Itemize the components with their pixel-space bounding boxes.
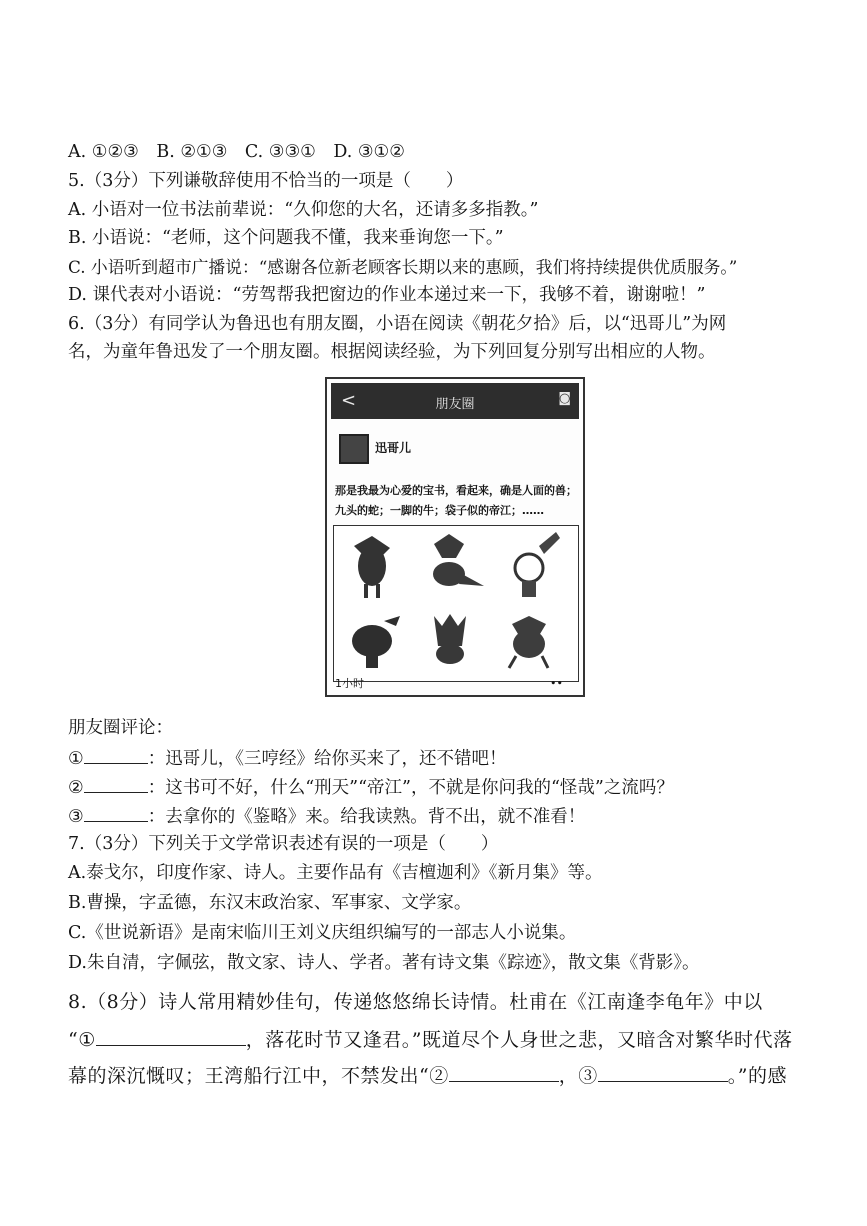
q8-line3-end: 。”的感 <box>727 1065 787 1087</box>
beast-dijiang <box>509 616 548 668</box>
beast-xingtian <box>515 532 560 597</box>
q5-option-d: D. 课代表对小语说：“劳驾帮我把窗边的作业本递过来一下，我够不着，谢谢啦！” <box>68 285 706 305</box>
beast-ox <box>352 616 400 668</box>
answer-blank-q8-1[interactable] <box>96 1028 246 1046</box>
moments-header-bar <box>331 383 579 419</box>
comment-2-mark: ② <box>68 778 84 798</box>
answer-blank-3[interactable] <box>84 804 148 822</box>
beasts-illustration <box>334 526 575 678</box>
back-arrow-icon: < <box>341 390 357 411</box>
post-username: 迅哥儿 <box>375 441 412 455</box>
mythical-beasts-image <box>333 525 579 682</box>
q4-options: A. ①②③ B. ②①③ C. ③③① D. ③①② <box>68 142 405 162</box>
q7-stem: 7.（3分）下列关于文学常识表述有误的一项是（ ） <box>68 834 499 854</box>
comments-header: 朋友圈评论： <box>68 718 173 738</box>
q8-line3-start: 幕的深沉慨叹；王湾船行江中，不禁发出“ <box>68 1065 430 1087</box>
beast-nine-headed-snake <box>434 614 466 664</box>
beast-winged-figure <box>354 536 390 598</box>
camera-icon: ◙ <box>558 391 571 406</box>
q7-option-c: C.《世说新语》是南宋临川王刘义庆组织编写的一部志人小说集。 <box>68 923 577 943</box>
moments-title: 朋友圈 <box>435 397 475 412</box>
q5-option-a: A. 小语对一位书法前辈说：“久仰您的大名，还请多多指教。” <box>68 200 539 220</box>
answer-blank-1[interactable] <box>84 746 148 764</box>
comment-3-mark: ③ <box>68 807 84 827</box>
q8-mark-2: ② <box>429 1065 449 1087</box>
answer-blank-q8-3[interactable] <box>598 1064 728 1082</box>
post-text-line2: 九头的蛇；一脚的牛；袋子似的帝江；…… <box>335 504 544 517</box>
q7-option-a: A.泰戈尔，印度作家、诗人。主要作品有《吉檀迦利》《新月集》等。 <box>68 863 603 883</box>
comment-3-text: ：去拿你的《鉴略》来。给我读熟。背不出，就不准看！ <box>147 807 586 827</box>
q7-option-b: B.曹操，字孟德，东汉末政治家、军事家、文学家。 <box>68 893 472 913</box>
q8-comma: ， <box>558 1065 579 1087</box>
q8-line1: 8.（8分）诗人常用精妙佳句，传递悠悠绵长诗情。杜甫在《江南逢李龟年》中以 <box>68 991 763 1013</box>
q8-line2-text: ，落花时节又逢君。”既道尽个人身世之悲，又暗含对繁华时代落 <box>245 1029 793 1051</box>
comment-1 <box>68 746 506 770</box>
answer-blank-q8-2[interactable] <box>449 1064 559 1082</box>
q8-mark-3: ③ <box>578 1065 598 1087</box>
comment-2-text: ：这书可不好，什么“刑天”“帝江”，不就是你问我的“怪哉”之流吗？ <box>147 778 674 798</box>
q6-stem-line1: 6.（3分）有同学认为鲁迅也有朋友圈，小语在阅读《朝花夕拾》后，以“迅哥儿”为网 <box>68 314 727 334</box>
q8-line3 <box>68 1064 787 1088</box>
comment-1-mark: ① <box>68 749 84 769</box>
comment-2 <box>68 775 674 799</box>
comment-1-text: ：迅哥儿，《三哼经》给你买来了，还不错吧！ <box>147 749 507 769</box>
q8-line2 <box>68 1028 792 1052</box>
q5-option-b: B. 小语说：“老师，这个问题我不懂，我来垂询您一下。” <box>68 228 504 248</box>
q5-stem: 5.（3分）下列谦敬辞使用不恰当的一项是（ ） <box>68 171 464 191</box>
post-text-line1: 那是我最为心爱的宝书，看起来，确是人面的兽； <box>335 484 577 497</box>
moments-phone-screenshot <box>325 377 585 697</box>
avatar <box>339 434 369 464</box>
answer-blank-2[interactable] <box>84 775 148 793</box>
beast-bird <box>433 534 484 586</box>
q8-open-quote: “ <box>68 1029 79 1051</box>
more-options-icon[interactable]: •• <box>550 677 563 690</box>
q6-stem-line2: 名，为童年鲁迅发了一个朋友圈。根据阅读经验，为下列回复分别写出相应的人物。 <box>68 342 716 362</box>
q7-option-d: D.朱自清，字佩弦，散文家、诗人、学者。著有诗文集《踪迹》，散文集《背影》。 <box>68 953 700 973</box>
comment-3 <box>68 804 585 828</box>
q5-option-c: C. 小语听到超市广播说：“感谢各位新老顾客长期以来的惠顾，我们将持续提供优质服务。” <box>68 257 738 277</box>
post-time: 1小时 <box>335 677 364 690</box>
q8-mark-1: ① <box>78 1029 96 1051</box>
